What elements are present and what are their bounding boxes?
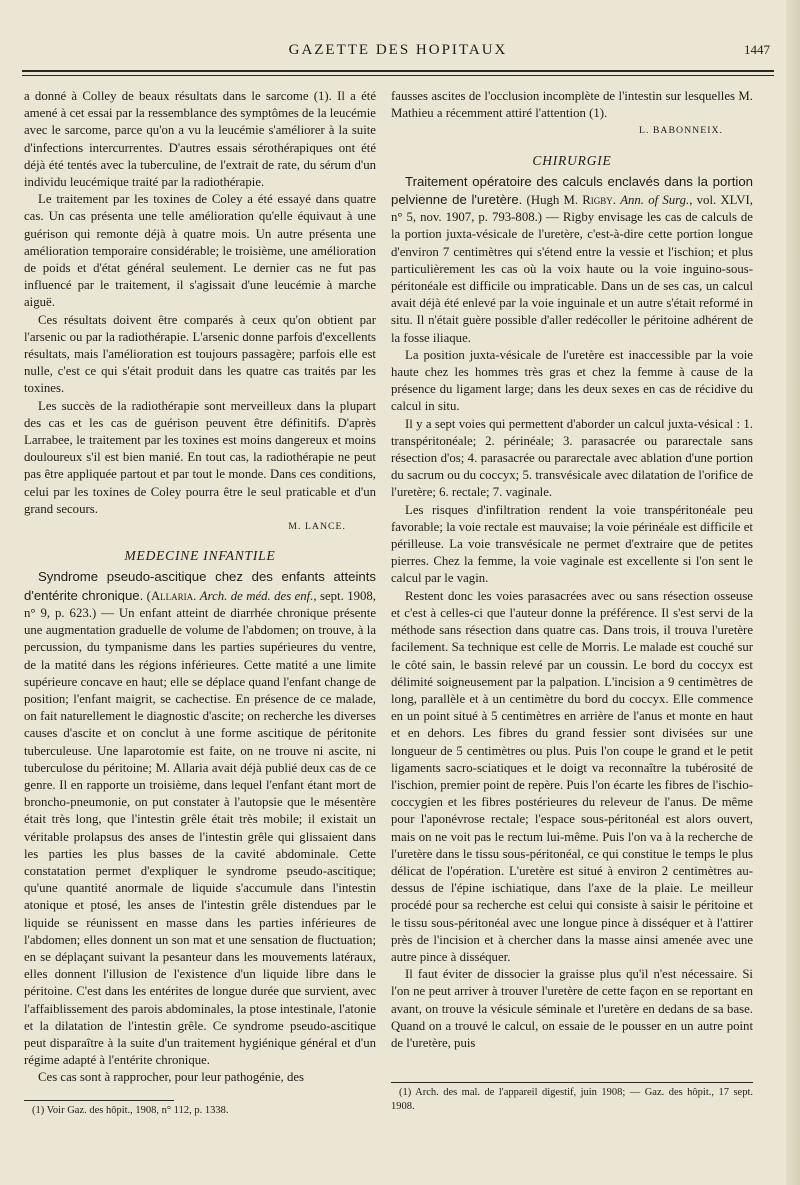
right-paragraph-3: Les risques d'infiltration rendent la voie transpéritonéale peu favorable; la voie rectale est mauvaise; la voie périnéale est difficile et périlleuse. La voie transvésicale ne permet d'extraire que de petites pierres. Chez la femme, la voie vaginale est excellente si l'on sent le calcul par le vagin. [391, 502, 753, 586]
right-signature: L. BABONNEIX. [638, 125, 723, 137]
right-article-body: Traitement opératoire des calculs enclavés dans la portion pelvienne de l'uretère. (Hugh M. Rigby. Ann. of Surg., vol. XLVI, n° 5, nov. 1907, p. 793-808.) — Rigby envisage les cas de calculs de la portion juxta-vésicale de l'uretère, c'est-à-dire cette portion longue d'environ 7 centimètres qui s'étend entre la vessie et l'ischion; et plus particulièrement les cas où la voix haute ou la voie inguino-sous-péritonéale est difficile ou impraticable. Dans un de ses cas, un calcul avait déjà été enlevé par la voie inguinale et un autre s'était reformé in situ. Il n'était guère possible d'aller redécoller le péritoine adhérent de la fosse iliaque. [391, 173, 753, 345]
right-paragraph-4: Restent donc les voies parasacrées avec ou sans résection osseuse et c'est à celles-ci que l'auteur donne la préférence. Il s'est servi de la méthode sans résection dans quatre cas. Dans trois, il trouva l'uretère facilement. Sa technique est celle de Morris. Le malade est couché sur le côté sain, le bassin relevé par un coussin. Le bord du coccyx est délimité soigneusement par la palpation. L'incision a 9 centimètres de long, parallèle et à un centimètre du bord du coccyx. Elle commence en un point situé à 5 centimètres en arrière de l'anus et monte en haut et en dehors. Les fibres du grand fessier sont divisées sur une longueur de 5 centimètres ou plus. Puis l'on coupe le grand et le petit ligaments sacro-sciatiques et le doigt va reconnaître la tubérosité de l'ischion, premier point de repère. Puis l'on écarte les fibres de l'ischio-coccygien et les fibres postérieures du releveur de l'anus. De même pour l'aponévrose rectale; l'espace sous-péritonéal est alors ouvert, mais on ne voit pas le rectum lui-même. Puis l'on va à la recherche de l'uretère dans le tissu sous-péritonéal, ce qui constitue le temps le plus délicat de l'opération. L'uretère est situé à environ 2 centimètres au-dessus de l'épine ischiatique, dans l'axe de la plaie. Le meilleur procédé pour sa recherche est celui qui consiste à saisir le péritoine et le tissu sous-péritonéal avec une longue pince à disséquer et à l'attirer près de l'incision et à chercher dans la masse ainsi amenée avec une autre pince à disséquer. [391, 588, 753, 964]
left-footnote-rule [24, 1100, 174, 1101]
left-article-author: Allaria. [150, 588, 197, 603]
right-footnote: (1) Arch. des mal. de l'appareil digestif, juin 1908; — Gaz. des hôpit., 17 sept. 1908. [391, 1087, 753, 1112]
right-intro: fausses ascites de l'occlusion incomplète de l'intestin sur lesquelles M. Mathieu a récemment attiré l'attention (1). [391, 89, 753, 121]
left-article-citation: Arch. de méd. des enf. [199, 588, 314, 603]
right-article-title: Traitement opératoire des calculs enclavés dans la portion pelvienne de l'uretère. [391, 173, 753, 208]
left-article-title: Syndrome pseudo-ascitique chez des enfants atteints d'entérite chronique. [24, 569, 376, 603]
right-paragraph-2: Il y a sept voies qui permettent d'aborder un calcul juxta-vésical : 1. transpéritonéale; 2. périnéale; 3. parasacrée ou pararectale sans résection d'os; 4. parasacrée ou pararectale avec ablation d'une portion du sacrum ou du coccyx; 5. transvésicale avec dilatation de l'orifice de l'uretère; 6. rectale; 7. vaginale. [391, 416, 753, 500]
left-article-body: Syndrome pseudo-ascitique chez des enfants atteints d'entérite chronique. (Allaria. Arch. de méd. des enf., sept. 1908, n° 9, p. 623.) — Un enfant atteint de diarrhée chronique présente une augmentation graduelle de volume de l'abdomen; on trouve, à la percussion, du tympanisme dans les parties supérieures du ventre, de la matité dans les régions inférieures. Cette matité a une limite supérieure concave en haut; elle se déplace quand l'enfant change de position; l'enfant maigrit, se cachectise. En présence de ce malade, on fait naturellement le diagnostic d'ascite; on recherche les diverses causes d'ascite et on conclut à une forme ascitique de péritonite tuberculeuse. Une laparotomie est faite, on ne trouve ni ascite, ni tuberculose du péritoine; M. Allaria avait déjà publié deux cas de ce genre. Il en rapporte un troisième, dans lequel l'enfant étant mort de broncho-pneumonie, on put constater à l'autopsie que le mésentère était très long, que l'intestin grêle était très mobile; il existait un véritable prolapsus des anses de l'intestin grêle qui glissaient dans les parties les plus basses de la cavité abdominale. Cette constatation permet d'expliquer le syndrome pseudo-ascitique; qu'une quantité anormale de liquide s'accumule dans l'intestin atonique et ptosé, les anses de l'intestin grêle distendues par le liquide se réunissent en masse dans les parties inférieures de l'abdomen; elles donnent un son mat et une sensation de fluctuation; en se déplaçant suivant la pesanteur dans les mouvements latéraux, elles donnent l'illusion de l'existence d'un liquide libre dans le péritoine. C'est dans les entérites de longue durée que survient, avec l'affaiblissement des parois abdominales, la ptose intestinale, l'atonie et la dilatation de l'intestin grêle. Ce syndrome pseudo-ascitique peut disparaître à la suite d'un traitement hygiénique général et d'un régime adapté à l'entérite chronique. [24, 569, 376, 1068]
section-heading-chirurgie: CHIRURGIE [532, 152, 612, 168]
header-rule-thick [22, 70, 774, 72]
left-paragraph-3: Ces résultats doivent être comparés à ceux qu'on obtient par l'arsenic ou par la radiothérapie. L'arsenic donne parfois d'excellents résultats, mais l'amélioration est toujours passagère; parfois elle est nulle, c'est ce qui s'était produit dans les quatre cas traités par les toxines. [24, 312, 376, 396]
left-paragraph-1: a donné à Colley de beaux résultats dans le sarcome (1). Il a été amené à cet essai par la ressemblance des symptômes de la leucémie avec le sarcome, parce qu'on a vu la leucémie s'améliorer à la suite d'infections intercurrentes. D'autres essais sérothérapiques ont été déjà été tentés avec la tuberculine, de l'extrait de rate, du sérum d'un individu leucémique traité par la radiothérapie. [24, 89, 376, 190]
left-paragraph-4: Les succès de la radiothérapie sont merveilleux dans la plupart des cas et les cas de guérison peuvent être définitifs. D'après Larrabee, le traitement par les toxines est moins dangereux et moins douloureux s'il est bien manié. En tout cas, la radiothérapie ne peut pas être appliquée partout et par tout le monde. Dans ces conditions, celui par les toxines de Coley pourra être le seul praticable et d'un grand secours. [24, 398, 376, 516]
left-article-last-line: Ces cas sont à rapprocher, pour leur pathogénie, des [38, 1070, 304, 1085]
right-paragraph-1: La position juxta-vésicale de l'uretère est inaccessible par la voie haute chez les hommes très gras et chez la femme à cause de la présence du ligament large; dans les deux sexes en cas de récidive du calcul in situ. [391, 347, 753, 414]
section-heading-medecine-infantile: MEDECINE INFANTILE [124, 548, 276, 564]
right-article-author: Rigby. [582, 193, 616, 208]
page-edge-shadow [786, 0, 800, 1185]
left-footnote: (1) Voir Gaz. des hôpit., 1908, n° 112, p. 1338. [32, 1105, 229, 1116]
right-article-text: , vol. XLVI, n° 5, nov. 1907, p. 793-808.) — Rigby envisage les cas de calculs de la portion juxta-vésicale de l'uretère, c'est-à-dire cette portion longue d'environ 7 centimètres qui s'étend entre la vessie et l'ischion; et plus particulièrement les cas où la voix haute ou la voie inguino-sous-péritonéale est difficile ou impraticable. Dans un de ses cas, un calcul avait déjà été enlevé par la voie inguinale et un autre s'était reformé in situ. Il n'était guère possible d'aller redécoller le péritoine adhérent de la fosse iliaque. [391, 193, 753, 345]
running-title: GAZETTE DES HOPITAUX [288, 42, 508, 58]
right-article-citation: Ann. of Surg. [620, 193, 690, 208]
left-signature: M. LANCE. [288, 521, 346, 533]
right-footnote-rule [391, 1082, 753, 1083]
right-article-author-prefix: Hugh M. [530, 193, 583, 208]
right-column [391, 88, 753, 1112]
left-column [24, 88, 376, 1116]
page-header [22, 42, 774, 66]
left-paragraph-2: Le traitement par les toxines de Coley a été essayé dans quatre cas. Un cas présenta une telle amélioration qu'elle équivaut à une guérison qui remonte déjà à quatre mois. Un autre présenta une amélioration temporaire considérable; le troisième, une amélioration de poids et d'état général seulement. Le dernier cas ne fut pas influencé par le traitement, il s'agissait d'une leucémie à marche aiguë. [24, 192, 376, 310]
header-rule-thin [22, 75, 774, 76]
left-article-text: , sept. 1908, n° 9, p. 623.) — Un enfant atteint de diarrhée chronique présente une augmentation graduelle de volume de l'abdomen; on trouve, à la percussion, du tympanisme dans les parties supérieures du ventre, de la matité dans les régions inférieures. Cette matité a une limite supérieure concave en haut; elle se déplace quand l'enfant change de position; l'enfant maigrit, se cachectise. En présence de ce malade, on fait naturellement le diagnostic d'ascite; on recherche les diverses causes d'ascite et on conclut à une forme ascitique de péritonite tuberculeuse. Une laparotomie est faite, on ne trouve ni ascite, ni tuberculose du péritoine; M. Allaria avait déjà publié deux cas de ce genre. Il en rapporte un troisième, dans lequel l'enfant étant mort de broncho-pneumonie, on put constater à l'autopsie que le mésentère était très long, que l'intestin grêle était très mobile; il existait un véritable prolapsus des anses de l'intestin grêle qui glissaient dans les parties les plus basses de la cavité abdominale. Cette constatation permet d'expliquer le syndrome pseudo-ascitique; qu'une quantité anormale de liquide s'accumule dans l'intestin atonique et ptosé, les anses de l'intestin grêle distendues par le liquide se réunissent en masse dans les parties inférieures de l'abdomen; elles donnent un son mat et une sensation de fluctuation; en se déplaçant suivant la pesanteur dans les mouvements latéraux, elles donnent l'illusion de l'existence d'un liquide libre dans le péritoine. C'est dans les entérites de longue durée que survient, avec l'affaiblissement des parois abdominales, la ptose intestinale, l'atonie et la dilatation de l'intestin grêle. Ce syndrome pseudo-ascitique peut disparaître à la suite d'un traitement hygiénique général et d'un régime adapté à l'entérite chronique. [24, 588, 376, 1068]
right-paragraph-5: Il faut éviter de dissocier la graisse plus qu'il n'est nécessaire. Si l'on ne peut arriver à trouver l'uretère de cette façon en se reportant en avant, on trouve la vésicule séminale et l'uretère en dedans de sa base. Quand on a trouvé le calcul, on essaie de le pousser en un autre point de l'uretère, puis [391, 967, 753, 1050]
page-number: 1447 [744, 42, 770, 57]
